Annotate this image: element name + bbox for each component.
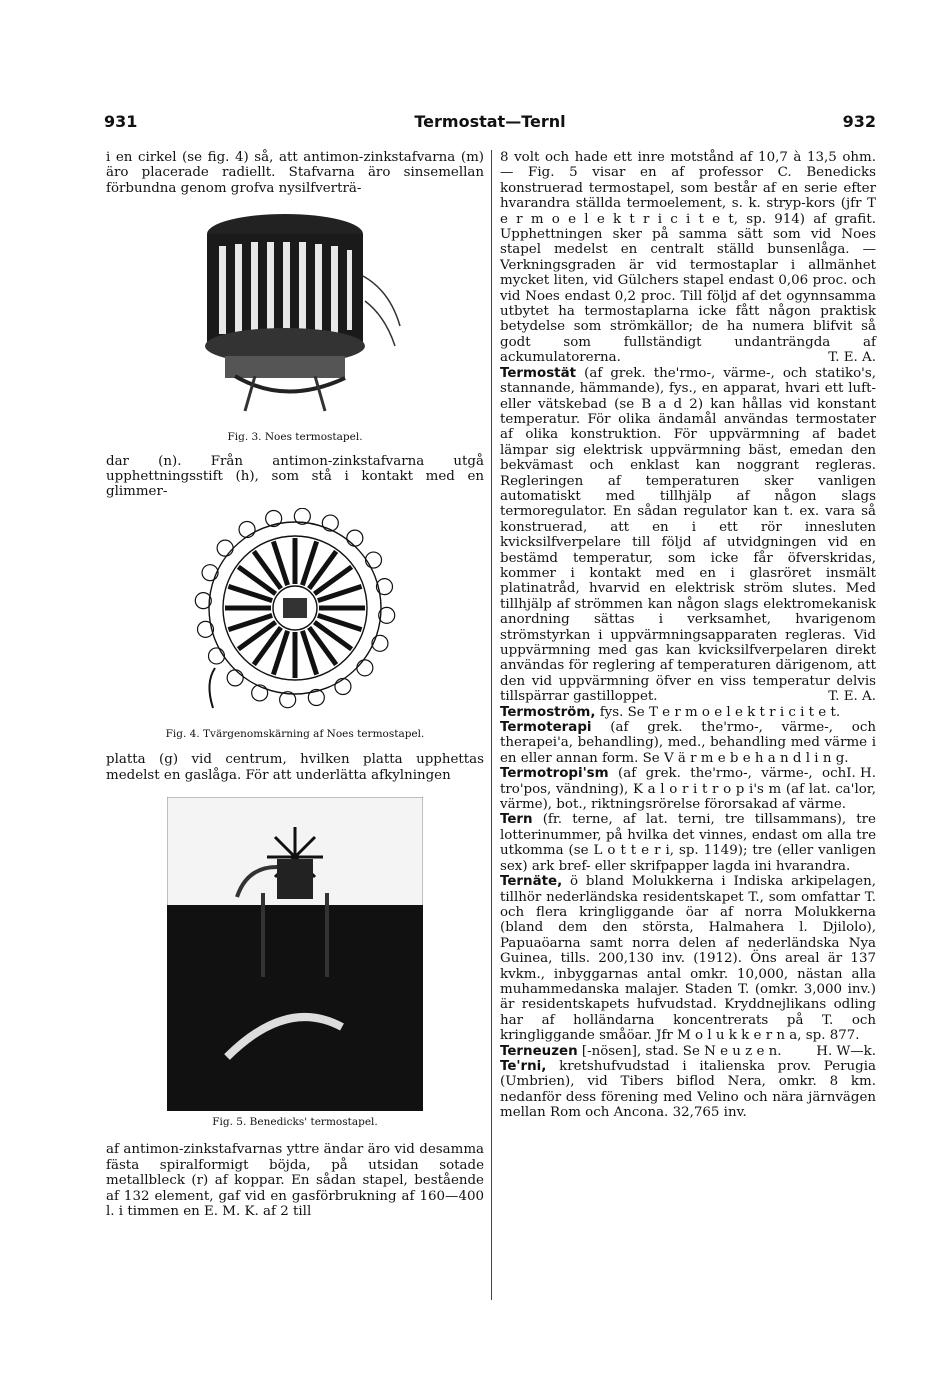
- figure-3: [106, 206, 484, 445]
- paragraph: i en cirkel (se fig. 4) så, att antimon-zinkstafvarna (m) äro placerade radiellt. Stafvarna äro sinsemellan förbundna genom grofva nysilfverträ-: [106, 150, 484, 196]
- right-column: [500, 150, 876, 1121]
- running-title: Termostat—Ternl: [414, 112, 566, 131]
- headword: Termotropi'sm: [500, 766, 609, 782]
- entry-text: kretshufvudstad i italienska prov. Perugia (Umbrien), vid Tibers biflod Nera, omkr. 8 km. nedanför dess förening med Velino och nära järnvägen mellan Rom och Ancona. 32,765 inv.: [500, 1058, 877, 1121]
- entry-text: [-nösen], stad. Se N e u z e n.: [581, 1043, 782, 1059]
- figure-4: [106, 508, 484, 742]
- headword: Tern: [500, 812, 533, 828]
- left-column: [106, 150, 484, 1220]
- page-number-right: 932: [842, 112, 876, 131]
- figure-caption: Fig. 4. Tvärgenomskärning af Noes termostapel.: [165, 727, 425, 740]
- entry-text: ö bland Molukkerna i Indiska arkipelagen, tillhör nederländska residentskapet T., som omfattar T. och flera kringliggande öar af norra Molukkerna (bland dem den största, Halmahera l. Djilolo), Papuaöarna samt norra delen af nederländska Nya Guinea, tills. 200,130 inv. (1912). Öns areal är 137 kvkm., inbyggarnas antal omkr. 10,000, nästan alla muhammedanska malajer. Staden T. (omkr. 3,000 inv.) är residentskapets hufvudstad. Kryddnejlikans odling har af holländarna koncentrerats på T. och kringliggande småöar. Jfr M o l u k k e r n a, sp. 877.: [500, 874, 876, 1044]
- entry-termostrom: [500, 705, 876, 720]
- entry-termostat: [500, 366, 876, 705]
- paragraph: [500, 150, 876, 366]
- signature: T. E. A.: [828, 689, 876, 705]
- column-divider: [491, 150, 492, 1300]
- headword: Ternäte,: [500, 874, 563, 890]
- cross-section-diagram: [175, 508, 415, 723]
- headword: Termoström,: [500, 704, 596, 720]
- figure-caption: Fig. 3. Noes termostapel.: [227, 431, 363, 444]
- entry-text: (af grek. the'rmo-, värme-, och statiko's, stannande, hämmande), fys., en apparat, hvari ett luft- eller vätskebad (se B a d 2) kan hållas vid konstant temperatur. För olika ändamål användas termostater af olika konstruktion. För uppvärmning af badet lämpar sig elektrisk uppvärmning bäst, emedan den bekvämast och enklast kan noggrant regleras. Regleringen af temperaturen sker vanligen automatiskt med tillhjälp af någon slags termoregulator. En sådan regulator kan t. ex. vara så konstruerad, att en i ett rör innesluten kvicksilfverpelare till följd af utvidgningen vid en bestämd temperatur, som icke får öfverskridas, kommer i kontakt med en i glasröret insmält platinatråd, hvarvid en elektrisk ström slutes. Med tillhjälp af strömmen kan någon slags elektromekanisk anordning sättas i verksamhet, hvarigenom strömstyrkan i uppvärmningsapparaten regleras. Vid uppvärmning med gas kan kvicksilfverpelaren direkt användas för reglering af temperaturen därigenom, att den vid uppvärmning öfver en viss temperatur delvis tillspärrar gastilloppet.: [500, 365, 876, 705]
- entry-text: (af grek. the'rmo-, värme-, och therapei'a, behandling), med., behandling med värme i en eller annan form. Se V ä r m e b e h a n d l i n g.: [500, 720, 876, 766]
- page-header: [104, 112, 876, 138]
- headword: Terneuzen: [500, 1043, 578, 1059]
- signature: T. E. A.: [828, 350, 876, 366]
- headword: Te'rni,: [500, 1058, 547, 1074]
- entry-text: (af grek. the'rmo-, värme-, och tro'pos, vändning), K a l o r i t r o p i's m (af lat. ca'lor, värme), bot., riktningsrörelse förorsakad af värme.: [500, 766, 876, 813]
- benedicks-photograph: [167, 797, 423, 1111]
- thermopile-cylinder-illustration: [175, 206, 415, 426]
- signature: H. W—k.: [816, 1043, 876, 1059]
- entry-tern: [500, 812, 876, 874]
- entry-text: fys. Se T e r m o e l e k t r i c i t e t.: [599, 704, 841, 720]
- entry-termotropism: [500, 766, 876, 812]
- paragraph: dar (n). Från antimon-zinkstafvarna utgå upphettningsstift (h), som stå i kontakt med en glimmer-: [106, 453, 484, 500]
- figure-5: [106, 797, 484, 1130]
- paragraph-text: 8 volt och hade ett inre motstånd af 10,7 à 13,5 ohm. — Fig. 5 visar en af professor C. Benedicks konstruerad termostapel, som består af en serie efter hvarandra ställda termoelement, s. k. stryp-kors (jfr T e r m o e l e k t r i c i t e t, sp. 914) af grafit. Upphettningen sker på samma sätt som vid Noes stapel medelst en centralt ställd bunsenlåga. — Verkningsgraden är vid termostaplar i allmänhet mycket liten, vid Gülchers stapel endast 0,06 proc. och vid Noes endast 0,2 proc. Till följd af det ogynnsamma utbytet ha termostaplarna icke fått någon praktisk betydelse som strömkällor; de ha numera blifvit så godt som fullständigt undanträngda af ackumulatorerna.: [500, 150, 876, 366]
- signature: I. H.: [846, 766, 876, 782]
- entry-terni: [500, 1059, 876, 1121]
- figure-caption: Fig. 5. Benedicks' termostapel.: [212, 1116, 378, 1129]
- headword: Termoterapi: [500, 720, 592, 736]
- paragraph: af antimon-zinkstafvarnas yttre ändar äro vid desamma fästa spiralformigt böjda, på utsidan sotade metallbleck (r) af koppar. En sådan stapel, bestående af 132 element, gaf vid en gasförbrukning af 160—400 l. i timmen en E. M. K. af 2 till: [106, 1142, 484, 1220]
- headword: Termostät: [500, 365, 577, 381]
- entry-text: (fr. terne, af lat. terni, tre tillsammans), tre lotterinummer, på hvilka det vinnes, endast om alla tre utkomma (se L o t t e r i, sp. 1149); tre (eller vanligen sex) ark bref- eller skrifpapper lagda ini hvarandra.: [500, 812, 876, 874]
- paragraph: platta (g) vid centrum, hvilken platta upphettas medelst en gaslåga. För att underlätta afkylningen: [106, 752, 484, 783]
- page-number-left: 931: [104, 112, 138, 131]
